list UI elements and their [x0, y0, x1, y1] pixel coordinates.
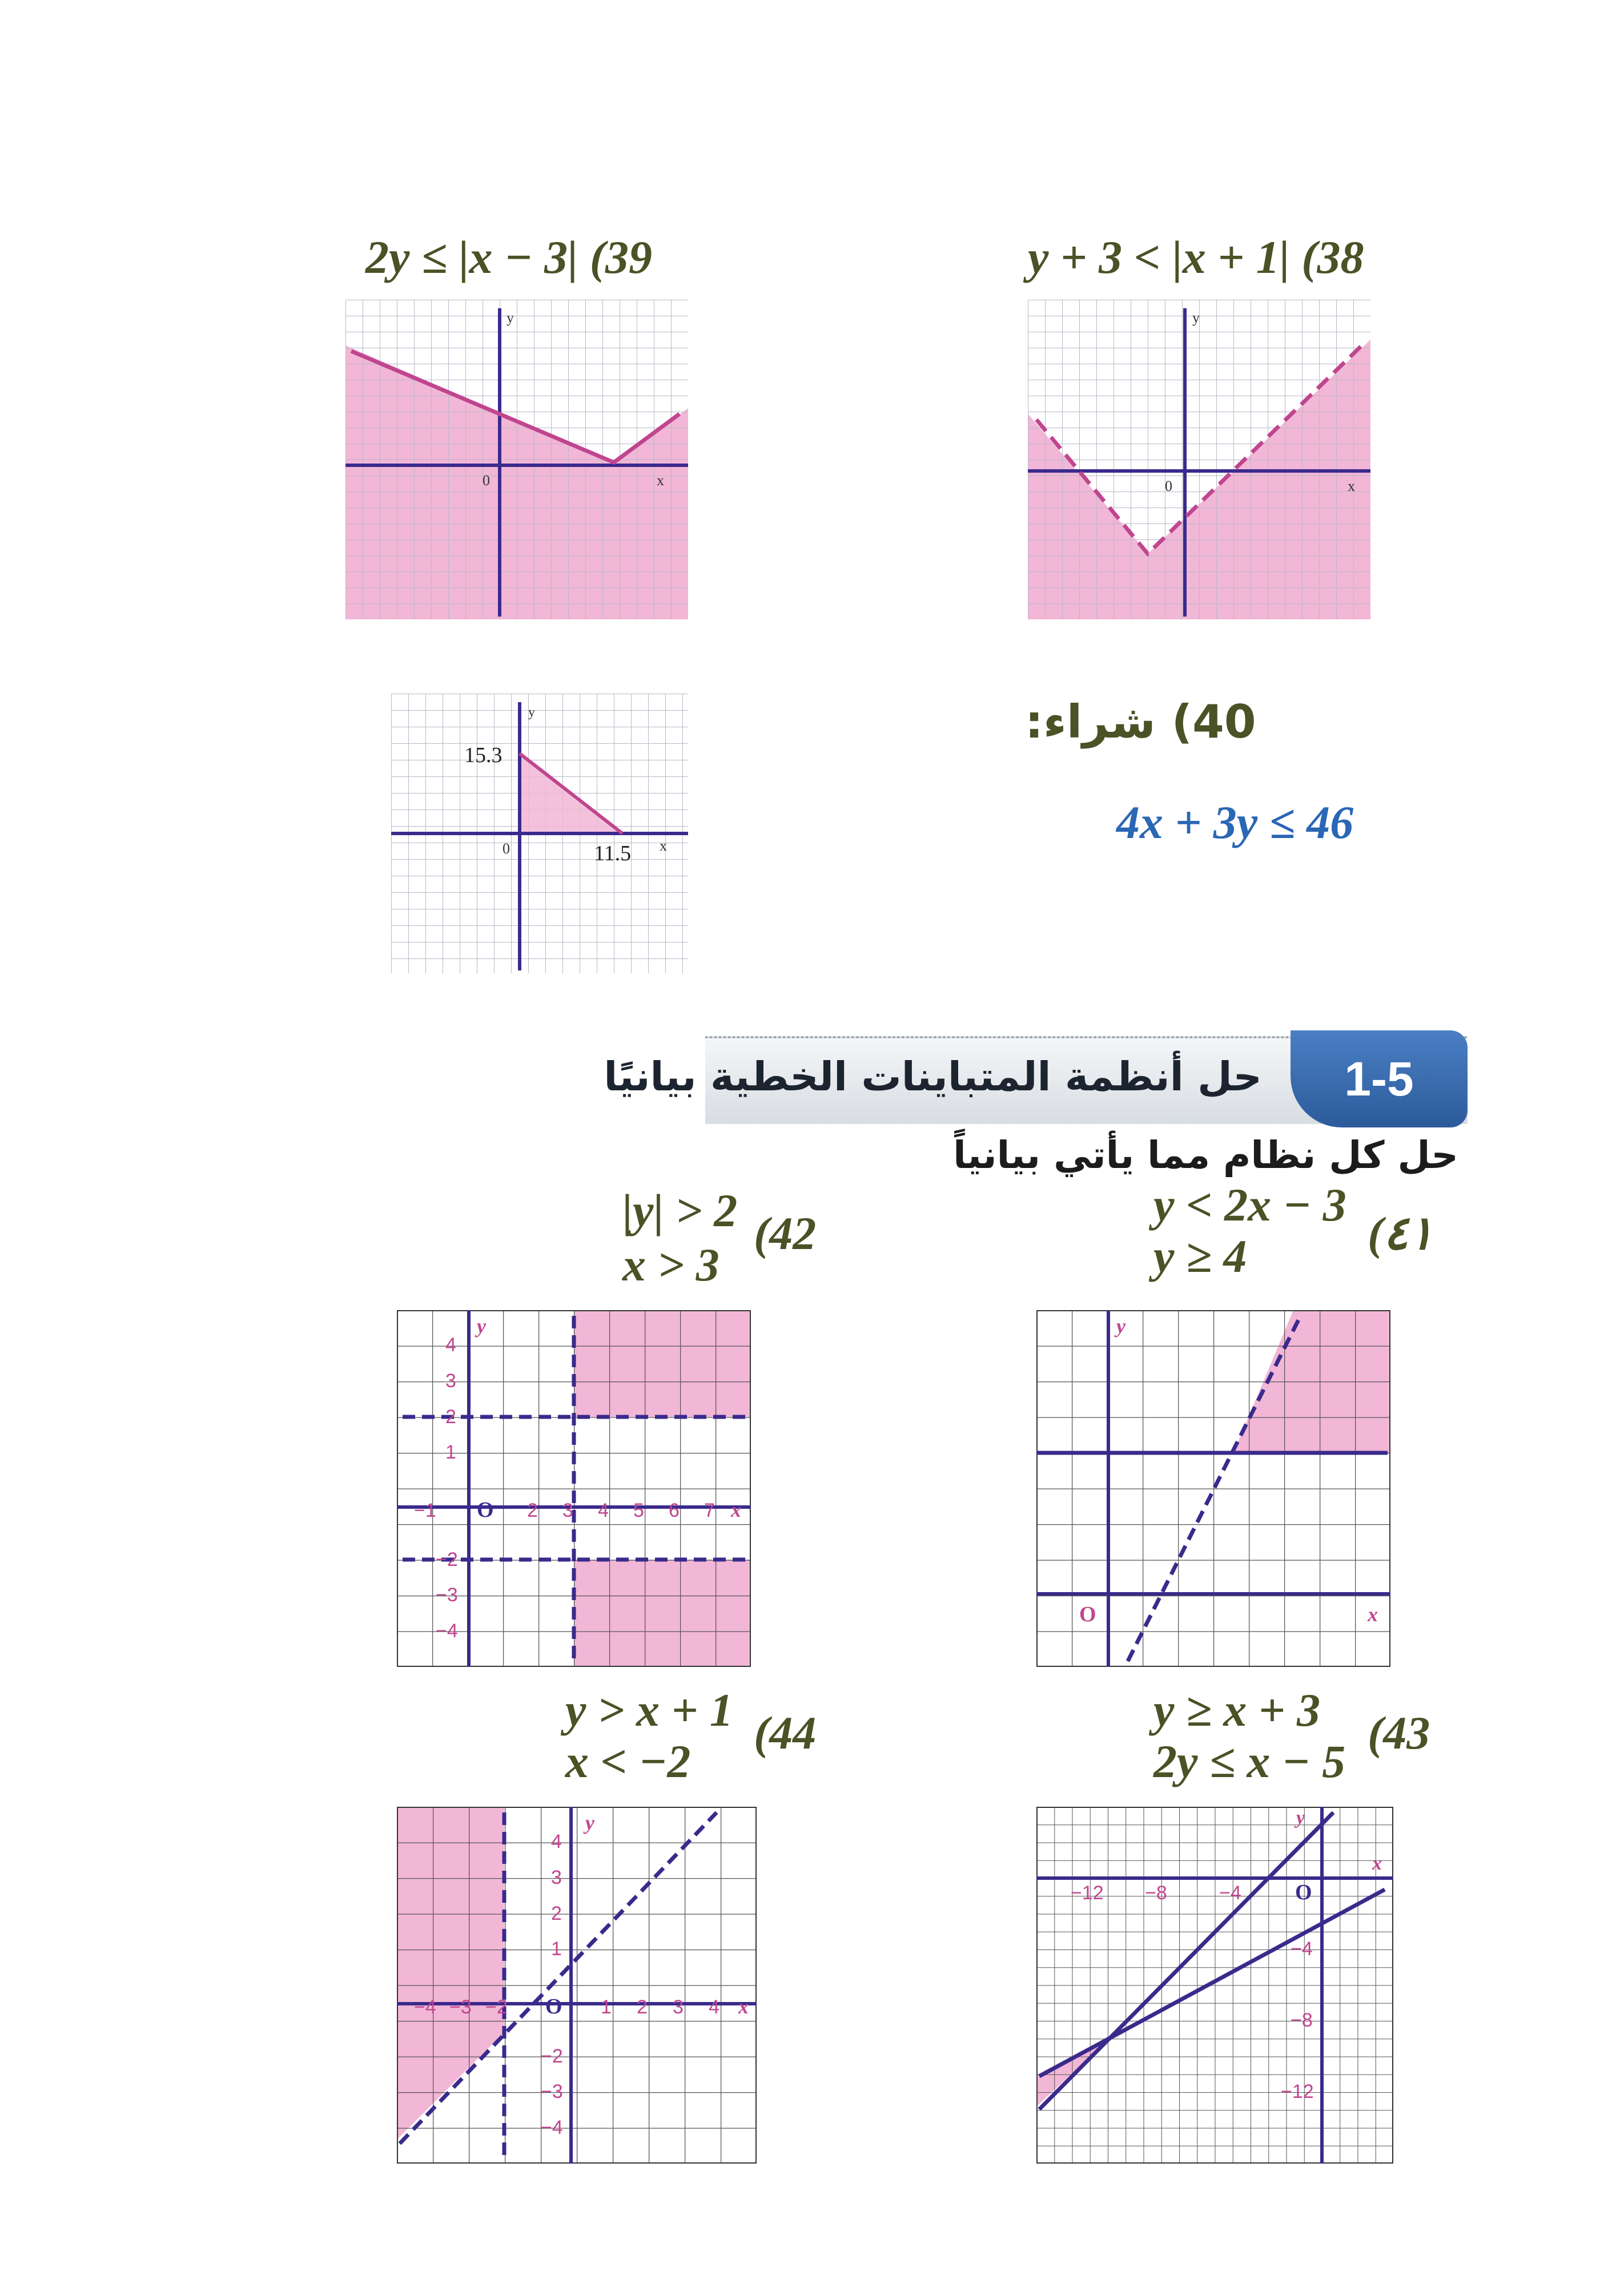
- tick-label: −2: [485, 1996, 508, 2018]
- graph-42-svg: [397, 1310, 751, 1667]
- graph-38: [1028, 300, 1370, 619]
- tick-label: −3: [436, 1584, 458, 1606]
- tick-label: 2: [551, 1903, 562, 1924]
- tick-label: 3: [673, 1996, 684, 2018]
- problem-40-label: شراء:: [1025, 695, 1156, 748]
- y-axis-label: y: [1116, 1315, 1125, 1338]
- tick-label: 5: [633, 1500, 644, 1521]
- problem-40-heading: [1025, 695, 1256, 748]
- tick-label: −3: [541, 2081, 563, 2102]
- problem-43-line1: y ≥ x + 3: [1153, 1684, 1321, 1736]
- problem-42-number: (42: [754, 1207, 817, 1259]
- graph-43: [1036, 1807, 1393, 2164]
- tick-label: −4: [541, 2117, 563, 2138]
- problem-44-line2: x < −2: [565, 1735, 691, 1787]
- tick-label: −2: [436, 1549, 458, 1570]
- section-title: حل أنظمة المتباينات الخطية بيانيًا: [604, 1053, 1262, 1100]
- graph-38-svg: [1028, 300, 1370, 619]
- graph-40-svg: [391, 694, 688, 973]
- origin-label: 0: [1165, 478, 1172, 494]
- y-axis-label: y: [528, 705, 535, 720]
- tick-label: −8: [1145, 1882, 1167, 1904]
- origin-label: O: [1295, 1880, 1312, 1904]
- problem-43-line2: 2y ≤ x − 5: [1153, 1735, 1346, 1787]
- graph-42: [397, 1310, 751, 1667]
- x-axis-label: x: [1372, 1853, 1382, 1874]
- tick-label: −3: [449, 1996, 472, 2018]
- tick-label: −8: [1291, 2009, 1313, 2031]
- y-axis-label: y: [1296, 1807, 1305, 1828]
- tick-label: 7: [704, 1500, 715, 1521]
- x-axis-label: x: [738, 1995, 749, 2018]
- problem-40-inequality: 4x + 3y ≤ 46: [1116, 796, 1354, 848]
- graph-41: [1036, 1310, 1390, 1667]
- x-axis-label: x: [1368, 1603, 1378, 1626]
- x-axis-label: x: [660, 837, 667, 854]
- problem-42-line2: x > 3: [622, 1239, 719, 1291]
- tick-label: −4: [1291, 1938, 1313, 1960]
- section-instruction: حل كل نظام مما يأتي بيانياً: [953, 1133, 1458, 1177]
- origin-label: O: [545, 1995, 562, 2019]
- section-banner: [604, 1030, 1468, 1130]
- problem-41-line1: y < 2x − 3: [1153, 1179, 1346, 1231]
- graph-44: [397, 1807, 757, 2164]
- x-axis-label: x: [1348, 478, 1355, 494]
- x-axis-label: x: [657, 472, 664, 489]
- tick-label: 2: [445, 1406, 456, 1428]
- tick-label: 1: [551, 1938, 562, 1960]
- tick-label: 4: [551, 1831, 562, 1852]
- tick-label: −4: [414, 1996, 436, 2018]
- tick-label: 4: [598, 1500, 609, 1521]
- problem-44-line1: y > x + 1: [565, 1684, 733, 1736]
- tick-label: 3: [551, 1867, 562, 1888]
- graph-43-svg: [1036, 1807, 1393, 2164]
- graph-39: [345, 300, 688, 619]
- tick-label: 2: [637, 1996, 648, 2018]
- problem-42-line1: |y| > 2: [622, 1185, 738, 1236]
- problem-44-number: (44: [754, 1707, 817, 1759]
- tick-label: −1: [414, 1500, 436, 1521]
- y-axis-label: y: [477, 1315, 486, 1338]
- origin-label: 0: [483, 472, 490, 489]
- x-axis-label: x: [731, 1499, 741, 1521]
- origin-label: O: [477, 1498, 494, 1522]
- tick-label: 1: [445, 1441, 456, 1463]
- tick-label: 1: [601, 1996, 612, 2018]
- tick-label: 3: [562, 1500, 573, 1521]
- x-intercept-label: 11.5: [594, 841, 632, 865]
- graph-39-svg: [345, 300, 688, 619]
- y-axis-label: y: [585, 1811, 594, 1834]
- tick-label: 4: [709, 1996, 719, 2018]
- section-code: 1-5: [1291, 1030, 1468, 1127]
- problem-39-number: (39: [589, 231, 653, 283]
- origin-label: 0: [503, 840, 510, 857]
- tick-label: −4: [1219, 1882, 1241, 1904]
- problem-41-number: (٤١: [1368, 1207, 1434, 1259]
- tick-label: −12: [1071, 1882, 1104, 1904]
- graph-41-svg: [1036, 1310, 1390, 1667]
- tick-label: −4: [436, 1620, 458, 1642]
- problem-38-inequality: y + 3 < |x + 1| (38: [1028, 231, 1364, 283]
- problem-43-number: (43: [1368, 1707, 1430, 1759]
- tick-label: 2: [527, 1500, 538, 1521]
- problem-41-line2: y ≥ 4: [1153, 1230, 1247, 1282]
- y-intercept-label: 15.3: [464, 743, 503, 767]
- tick-label: 6: [669, 1500, 680, 1521]
- graph-44-svg: [397, 1807, 757, 2164]
- tick-label: −12: [1281, 2081, 1314, 2102]
- problem-38-number: (38: [1301, 231, 1364, 283]
- tick-label: 3: [445, 1370, 456, 1392]
- problem-39-inequality: 2y ≤ |x − 3| (39: [365, 231, 653, 283]
- y-axis-label: y: [507, 309, 514, 326]
- origin-label: O: [1079, 1602, 1096, 1626]
- graph-40: [391, 694, 688, 973]
- y-axis-label: y: [1192, 309, 1200, 326]
- tick-label: −2: [541, 2045, 563, 2067]
- problem-40-number: 40): [1171, 695, 1256, 748]
- tick-label: 4: [445, 1334, 456, 1356]
